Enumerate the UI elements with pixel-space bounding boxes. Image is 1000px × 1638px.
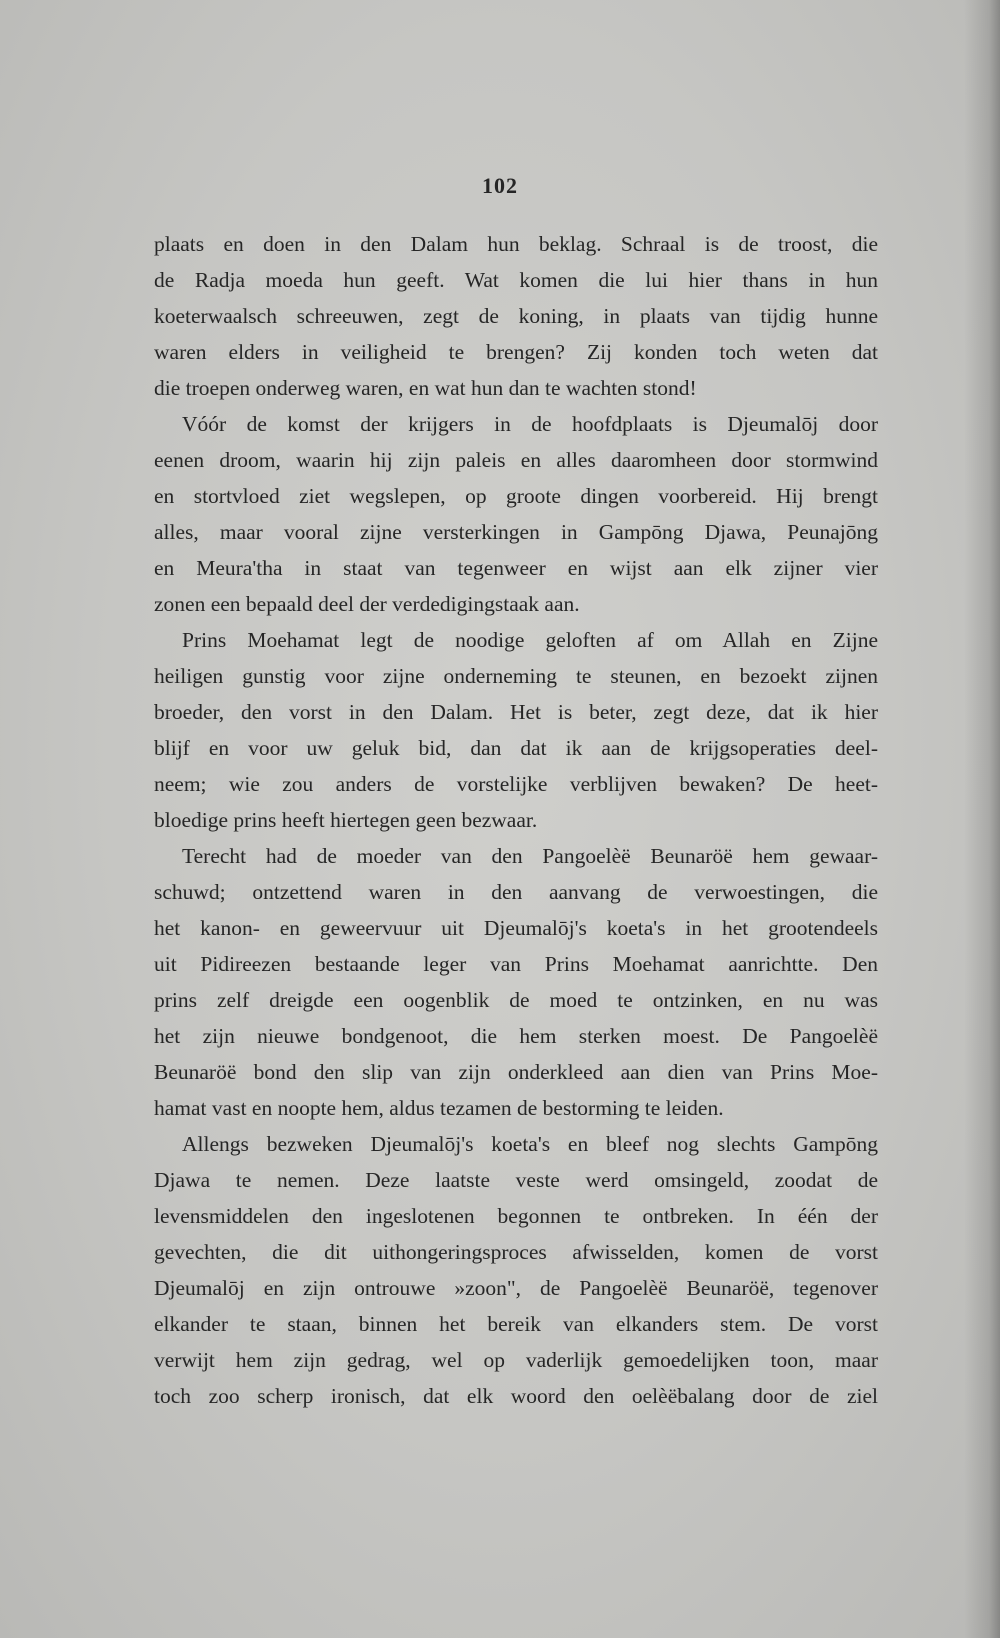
text-line: verwijt hem zijn gedrag, wel op vaderlijk gemoedelijken toon, maar <box>154 1348 878 1372</box>
text-line: Djeumalōj en zijn ontrouwe »zoon", de Pangoelèë Beunaröë, tegenover <box>154 1276 878 1300</box>
page-edge-shadow <box>964 0 1000 1638</box>
body-text <box>154 226 878 1414</box>
text-line: Beunaröë bond den slip van zijn onderkleed aan dien van Prins Moe- <box>154 1060 878 1084</box>
text-line: levensmiddelen den ingeslotenen begonnen te ontbreken. In één der <box>154 1204 878 1228</box>
text-line: toch zoo scherp ironisch, dat elk woord den oelèëbalang door de ziel <box>154 1384 878 1408</box>
text-line: uit Pidireezen bestaande leger van Prins Moehamat aanrichtte. Den <box>154 952 878 976</box>
text-line: plaats en doen in den Dalam hun beklag. Schraal is de troost, die <box>154 232 878 256</box>
text-line: prins zelf dreigde een oogenblik de moed te ontzinken, en nu was <box>154 988 878 1012</box>
text-line: de Radja moeda hun geeft. Wat komen die lui hier thans in hun <box>154 268 878 292</box>
text-line: bloedige prins heeft hiertegen geen bezwaar. <box>154 808 538 832</box>
page-number: 102 <box>482 173 518 198</box>
text-line: hamat vast en noopte hem, aldus tezamen de bestorming te leiden. <box>154 1096 724 1120</box>
text-line: elkander te staan, binnen het bereik van elkanders stem. De vorst <box>154 1312 878 1336</box>
text-line: en Meura'tha in staat van tegenweer en wijst aan elk zijner vier <box>154 556 878 580</box>
text-line: koeterwaalsch schreeuwen, zegt de koning, in plaats van tijdig hunne <box>154 304 878 328</box>
text-line: blijf en voor uw geluk bid, dan dat ik aan de krijgsoperaties deel- <box>154 736 878 760</box>
text-line: heiligen gunstig voor zijne onderneming te steunen, en bezoekt zijnen <box>154 664 878 688</box>
text-line: Vóór de komst der krijgers in de hoofdplaats is Djeumalōj door <box>182 412 878 436</box>
text-line: Terecht had de moeder van den Pangoelèë Beunaröë hem gewaar- <box>182 844 878 868</box>
text-line: neem; wie zou anders de vorstelijke verblijven bewaken? De heet- <box>154 772 878 796</box>
text-line: broeder, den vorst in den Dalam. Het is beter, zegt deze, dat ik hier <box>154 700 878 724</box>
text-line: eenen droom, waarin hij zijn paleis en alles daaromheen door stormwind <box>154 448 878 472</box>
text-line: alles, maar vooral zijne versterkingen in Gampōng Djawa, Peunajōng <box>154 520 878 544</box>
text-line: Djawa te nemen. Deze laatste veste werd omsingeld, zoodat de <box>154 1168 878 1192</box>
text-line: gevechten, die dit uithongeringsproces afwisselden, komen de vorst <box>154 1240 878 1264</box>
text-line: zonen een bepaald deel der verdedigingstaak aan. <box>154 592 580 616</box>
text-line: en stortvloed ziet wegslepen, op groote dingen voorbereid. Hij brengt <box>154 484 878 508</box>
text-line: het zijn nieuwe bondgenoot, die hem sterken moest. De Pangoelèë <box>154 1024 878 1048</box>
text-line: die troepen onderweg waren, en wat hun dan te wachten stond! <box>154 376 697 400</box>
text-line: waren elders in veiligheid te brengen? Zij konden toch weten dat <box>154 340 878 364</box>
text-line: schuwd; ontzettend waren in den aanvang de verwoestingen, die <box>154 880 878 904</box>
text-line: het kanon- en geweervuur uit Djeumalōj's koeta's in het grootendeels <box>154 916 878 940</box>
text-line: Allengs bezweken Djeumalōj's koeta's en bleef nog slechts Gampōng <box>182 1132 878 1156</box>
text-line: Prins Moehamat legt de noodige geloften af om Allah en Zijne <box>182 628 878 652</box>
